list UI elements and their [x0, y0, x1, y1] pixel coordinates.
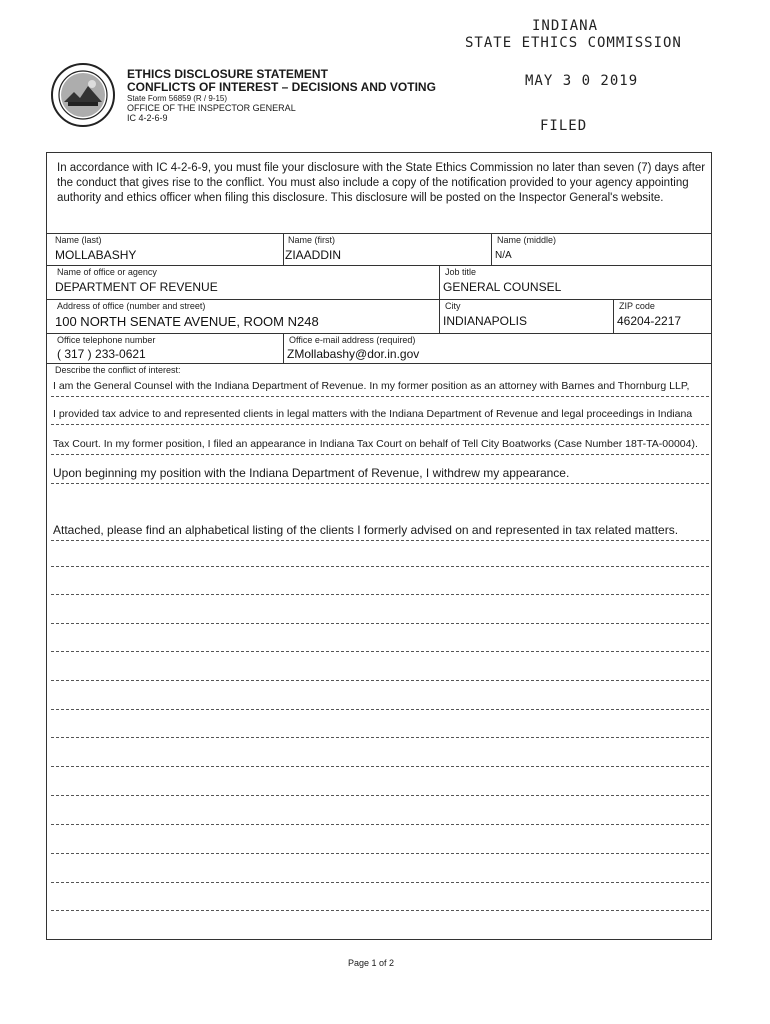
form-header: [127, 68, 436, 123]
name-middle-label: Name (middle): [497, 235, 557, 245]
conflict-label: Describe the conflict of interest:: [55, 365, 181, 375]
city-field[interactable]: INDIANAPOLIS: [443, 314, 528, 328]
conflict-line-4[interactable]: Upon beginning my position with the Indiana Department of Revenue, I withdrew my appearance.: [53, 466, 570, 480]
state-seal-icon: [50, 62, 116, 128]
stamp-date: MAY 3 0 2019: [525, 73, 639, 89]
phone-field[interactable]: ( 317 ) 233-0621: [57, 347, 146, 361]
job-title-field[interactable]: GENERAL COUNSEL: [443, 280, 562, 294]
form-title: ETHICS DISCLOSURE STATEMENT: [127, 67, 328, 81]
zip-field[interactable]: 46204-2217: [617, 314, 682, 328]
job-title-label: Job title: [445, 267, 477, 277]
email-label: Office e-mail address (required): [289, 335, 416, 345]
name-last-label: Name (last): [55, 235, 102, 245]
stamp-commission: STATE ETHICS COMMISSION: [465, 35, 682, 51]
conflict-line-5[interactable]: Attached, please find an alphabetical listing of the clients I formerly advised on and represented in tax related matters.: [53, 523, 679, 537]
phone-label: Office telephone number: [57, 335, 156, 345]
conflict-line-2[interactable]: I provided tax advice to and represented clients in legal matters with the Indiana Department of Revenue and legal proceedings in Indiana: [53, 408, 693, 420]
form-number: State Form 56859 (R / 9-15): [127, 94, 228, 103]
city-label: City: [445, 301, 461, 311]
address-label: Address of office (number and street): [57, 301, 206, 311]
name-first-label: Name (first): [288, 235, 335, 245]
form-subtitle: CONFLICTS OF INTEREST – DECISIONS AND VOTING: [127, 80, 436, 94]
address-field[interactable]: 100 NORTH SENATE AVENUE, ROOM N248: [55, 314, 319, 329]
form-office: OFFICE OF THE INSPECTOR GENERAL: [127, 103, 296, 113]
name-first-field[interactable]: ZIAADDIN: [285, 248, 342, 262]
email-field[interactable]: ZMollabashy@dor.in.gov: [287, 347, 420, 361]
stamp-state: INDIANA: [532, 18, 599, 34]
office-field[interactable]: DEPARTMENT OF REVENUE: [55, 280, 218, 294]
form-code: IC 4-2-6-9: [127, 113, 168, 123]
office-label: Name of office or agency: [57, 267, 157, 277]
disclosure-form: [46, 152, 712, 940]
name-last-field[interactable]: MOLLABASHY: [55, 248, 137, 262]
conflict-line-1[interactable]: I am the General Counsel with the Indiana Department of Revenue. In my former position as an attorney with Barnes and Thornburg LLP,: [53, 380, 690, 392]
name-middle-field[interactable]: N/A: [495, 250, 512, 261]
intro-text: In accordance with IC 4-2-6-9, you must file your disclosure with the State Ethics Commission no later than seven (7) days after the conduct that gives rise to the conflict. You must also include a copy of the notification provided to your agency appointing authority and ethics officer when filing this disclosure. This disclosure will be posted on the Inspector General's website.: [57, 162, 706, 204]
zip-label: ZIP code: [619, 301, 655, 311]
page-number: Page 1 of 2: [348, 958, 395, 968]
stamp-filed: FILED: [540, 118, 588, 134]
conflict-line-3[interactable]: Tax Court. In my former position, I filed an appearance in Indiana Tax Court on behalf of Tell City Boatworks (Case Number 18T-TA-00004).: [53, 438, 698, 450]
